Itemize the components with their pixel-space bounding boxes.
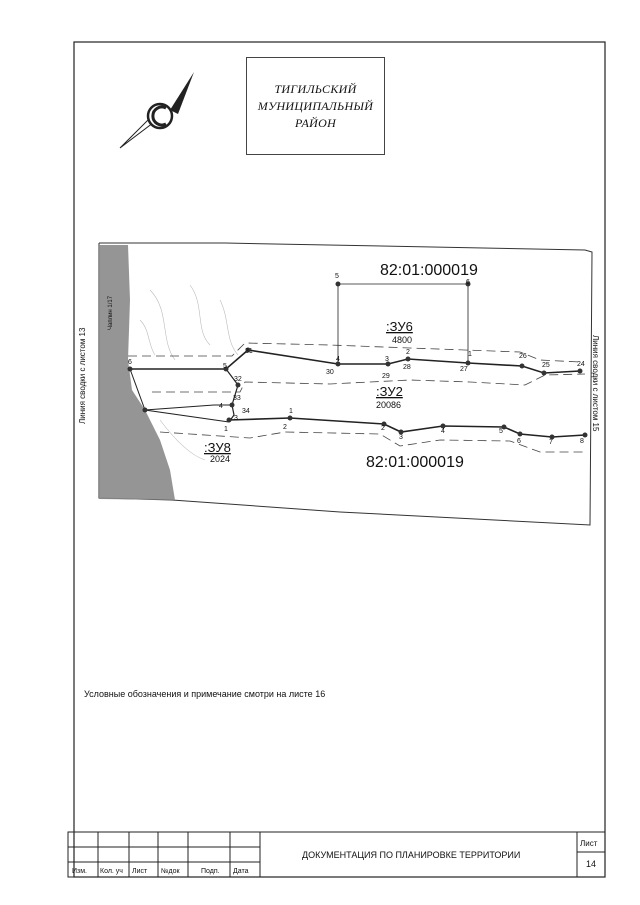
stamp-col-list: Лист [132,868,148,875]
svg-text:1: 1 [289,408,293,415]
title-line-2: МУНИЦИПАЛЬНЫЙ [257,98,374,113]
svg-text:6: 6 [128,359,132,366]
svg-text:34: 34 [242,408,250,415]
svg-text:25: 25 [542,362,550,369]
svg-text:29: 29 [382,373,390,380]
small-map-label: Чаплин 1/17 [108,295,114,330]
svg-text:4: 4 [441,428,445,435]
svg-text:24: 24 [577,361,585,368]
svg-text:2: 2 [406,349,410,356]
stamp-col-podp: Подп. [201,868,220,875]
title-block [246,57,385,155]
sheet-label: Лист [580,839,598,848]
svg-text:32: 32 [234,376,242,383]
stamp-col-data: Дата [233,868,249,875]
edge-label-right: Линия сводки с листом 15 [591,335,600,432]
svg-text:6: 6 [466,279,470,286]
svg-text:5: 5 [499,428,503,435]
svg-text:30: 30 [326,369,334,376]
legend-note: Условные обозначения и примечание смотри на листе 16 [84,689,326,699]
point-labels-bottom [128,359,584,446]
parcel-label: :ЗУ6 [386,319,413,334]
svg-text:26: 26 [519,353,527,360]
svg-text:1: 1 [468,351,472,358]
svg-text:6: 6 [517,438,521,445]
boundary-points [128,282,588,440]
svg-text:2: 2 [283,424,287,431]
svg-text:1: 1 [224,426,228,433]
svg-text:3: 3 [234,415,238,422]
parcel-label: :ЗУ2 [376,384,403,399]
title-line-1: ТИГИЛЬСКИЙ [274,81,357,96]
svg-text:7: 7 [549,439,553,446]
parcel-area: 4800 [392,335,413,345]
north-arrow-icon [120,72,194,148]
map-boundary [99,243,592,525]
svg-text:31: 31 [245,348,253,355]
svg-text:27: 27 [460,366,468,373]
point-labels-top [245,273,585,380]
svg-text:28: 28 [403,364,411,371]
sheet-number: 14 [586,859,597,869]
parcel-label: :ЗУ8 [204,440,231,455]
svg-text:3: 3 [399,434,403,441]
cadastral-number-bottom: 82:01:000019 [366,454,464,471]
stamp-col-izm: Изм. [72,868,87,875]
water-area [99,245,175,500]
stamp-col-kol: Кол. уч [100,868,123,875]
document-title: ДОКУМЕНТАЦИЯ ПО ПЛАНИРОВКЕ ТЕРРИТОРИИ [302,850,521,860]
parcel-area: 2024 [210,454,231,464]
svg-text:5: 5 [223,363,227,370]
svg-text:3: 3 [385,356,389,363]
svg-text:4: 4 [336,356,340,363]
parcel-area: 20086 [376,400,402,410]
cadastral-number-top: 82:01:000019 [380,262,478,279]
svg-text:5: 5 [335,273,339,280]
title-line-3: РАЙОН [294,115,337,130]
road-boundaries [128,343,585,452]
svg-text:2: 2 [381,425,385,432]
svg-text:8: 8 [580,438,584,445]
stamp-col-ndok: №док [161,868,180,875]
svg-text:4: 4 [219,403,223,410]
parcel-boundary-top [130,350,580,373]
edge-label-left: Линия сводки с листом 13 [78,327,87,424]
svg-text:33: 33 [233,395,241,402]
